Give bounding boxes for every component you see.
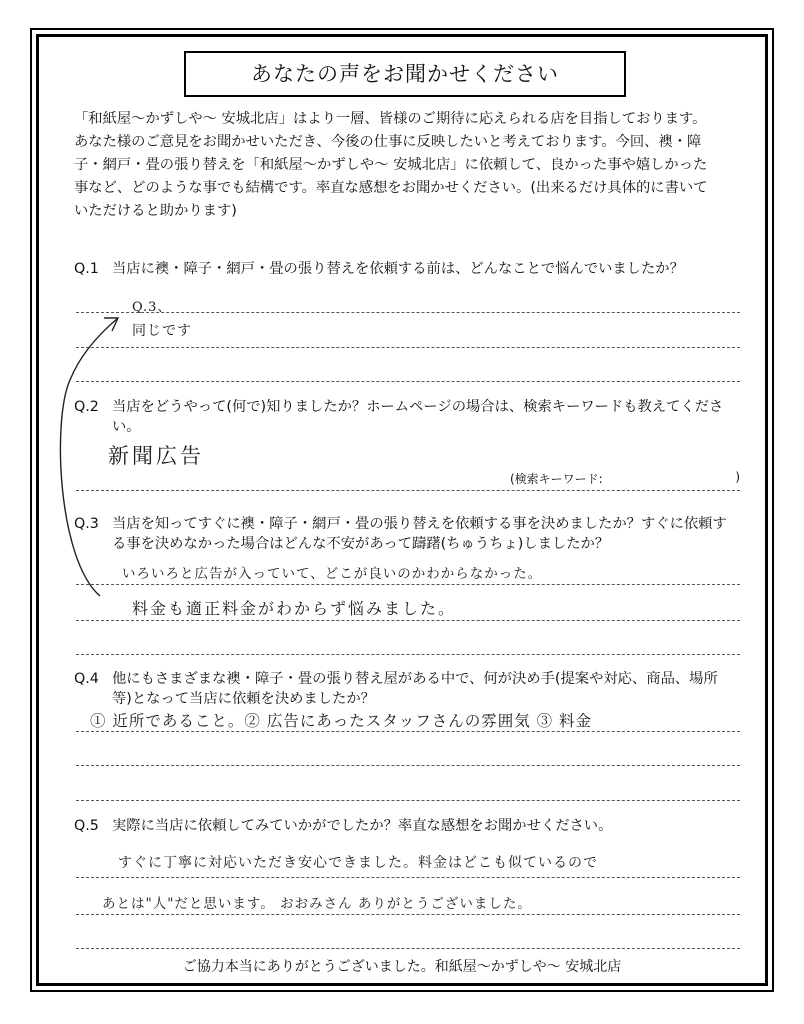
question-text: 当店に襖・障子・網戸・畳の張り替えを依頼する前は、どんなことで悩んでいましたか？: [112, 261, 684, 277]
page-title: あなたの声をお聞かせください: [184, 51, 626, 97]
keyword-label: (検索キーワード:: [510, 472, 603, 486]
handwritten-answer-2: 新聞広告: [108, 444, 204, 468]
intro-line: あなた様のご意見をお聞かせいただき、今後の仕事に反映したいと考えております。今回、襖・障: [74, 134, 702, 150]
footer-text: ご協力本当にありがとうございました。和紙屋〜かずしや〜 安城北店: [182, 959, 622, 975]
intro-line: 「和紙屋〜かずしや〜 安城北店」はより一層、皆様のご期待に応えられる店を目指しております。: [74, 111, 707, 127]
question-number: Q.2: [74, 399, 99, 415]
question-text: 他にもさまざまな襖・障子・畳の張り替え屋がある中で、何が決め手(提案や対応、商品、場所: [112, 671, 718, 687]
question-text: い。: [112, 419, 141, 435]
question-text: 当店を知ってすぐに襖・障子・網戸・畳の張り替えを依頼する事を決めましたか？すぐに依頼す: [112, 516, 727, 532]
question-text: る事を決めなかった場合はどんな不安があって躊躇(ちゅうちょ)しましたか？: [112, 536, 610, 552]
intro-line: いただけると助かります): [74, 203, 237, 219]
arrow-curve: [60, 318, 118, 596]
handwritten-answer-1a: Q.3、: [132, 300, 172, 315]
handwritten-answer-4: ① 近所であること。② 広告にあったスタッフさんの雰囲気 ③ 料金: [90, 712, 593, 730]
handwritten-answer-1b: 同じです: [132, 323, 192, 339]
handwritten-answer-3a: いろいろと広告が入っていて、どこが良いのかわからなかった。: [122, 566, 543, 582]
question-text: 当店をどうやって(何で)知りましたか？ホームページの場合は、検索キーワードも教えてくださ: [112, 399, 724, 415]
question-number: Q.1: [74, 261, 99, 277]
question-number: Q.4: [74, 671, 99, 687]
question-number: Q.3: [74, 516, 99, 532]
intro-line: 子・網戸・畳の張り替えを「和紙屋〜かずしや〜 安城北店」に依頼して、良かった事や嬉しかった: [74, 157, 708, 173]
question-text: 等)となって当店に依頼を決めましたか？: [112, 691, 375, 707]
question-text: 実際に当店に依頼してみていかがでしたか？率直な感想をお聞かせください。: [112, 818, 613, 834]
handwritten-answer-5a: すぐに丁寧に対応いただき安心できました。料金はどこも似ているので: [118, 855, 598, 871]
intro-line: 事など、どのような事でも結構です。率直な感想をお聞かせください。(出来るだけ具体的に書いて: [74, 180, 708, 196]
handwritten-answer-5b: あとは"人"だと思います。 おおみさん ありがとうございました。: [102, 896, 532, 912]
question-number: Q.5: [74, 818, 99, 834]
handwritten-answer-3b: 料金も適正料金がわからず悩みました。: [132, 599, 457, 618]
keyword-close: ): [735, 470, 740, 484]
